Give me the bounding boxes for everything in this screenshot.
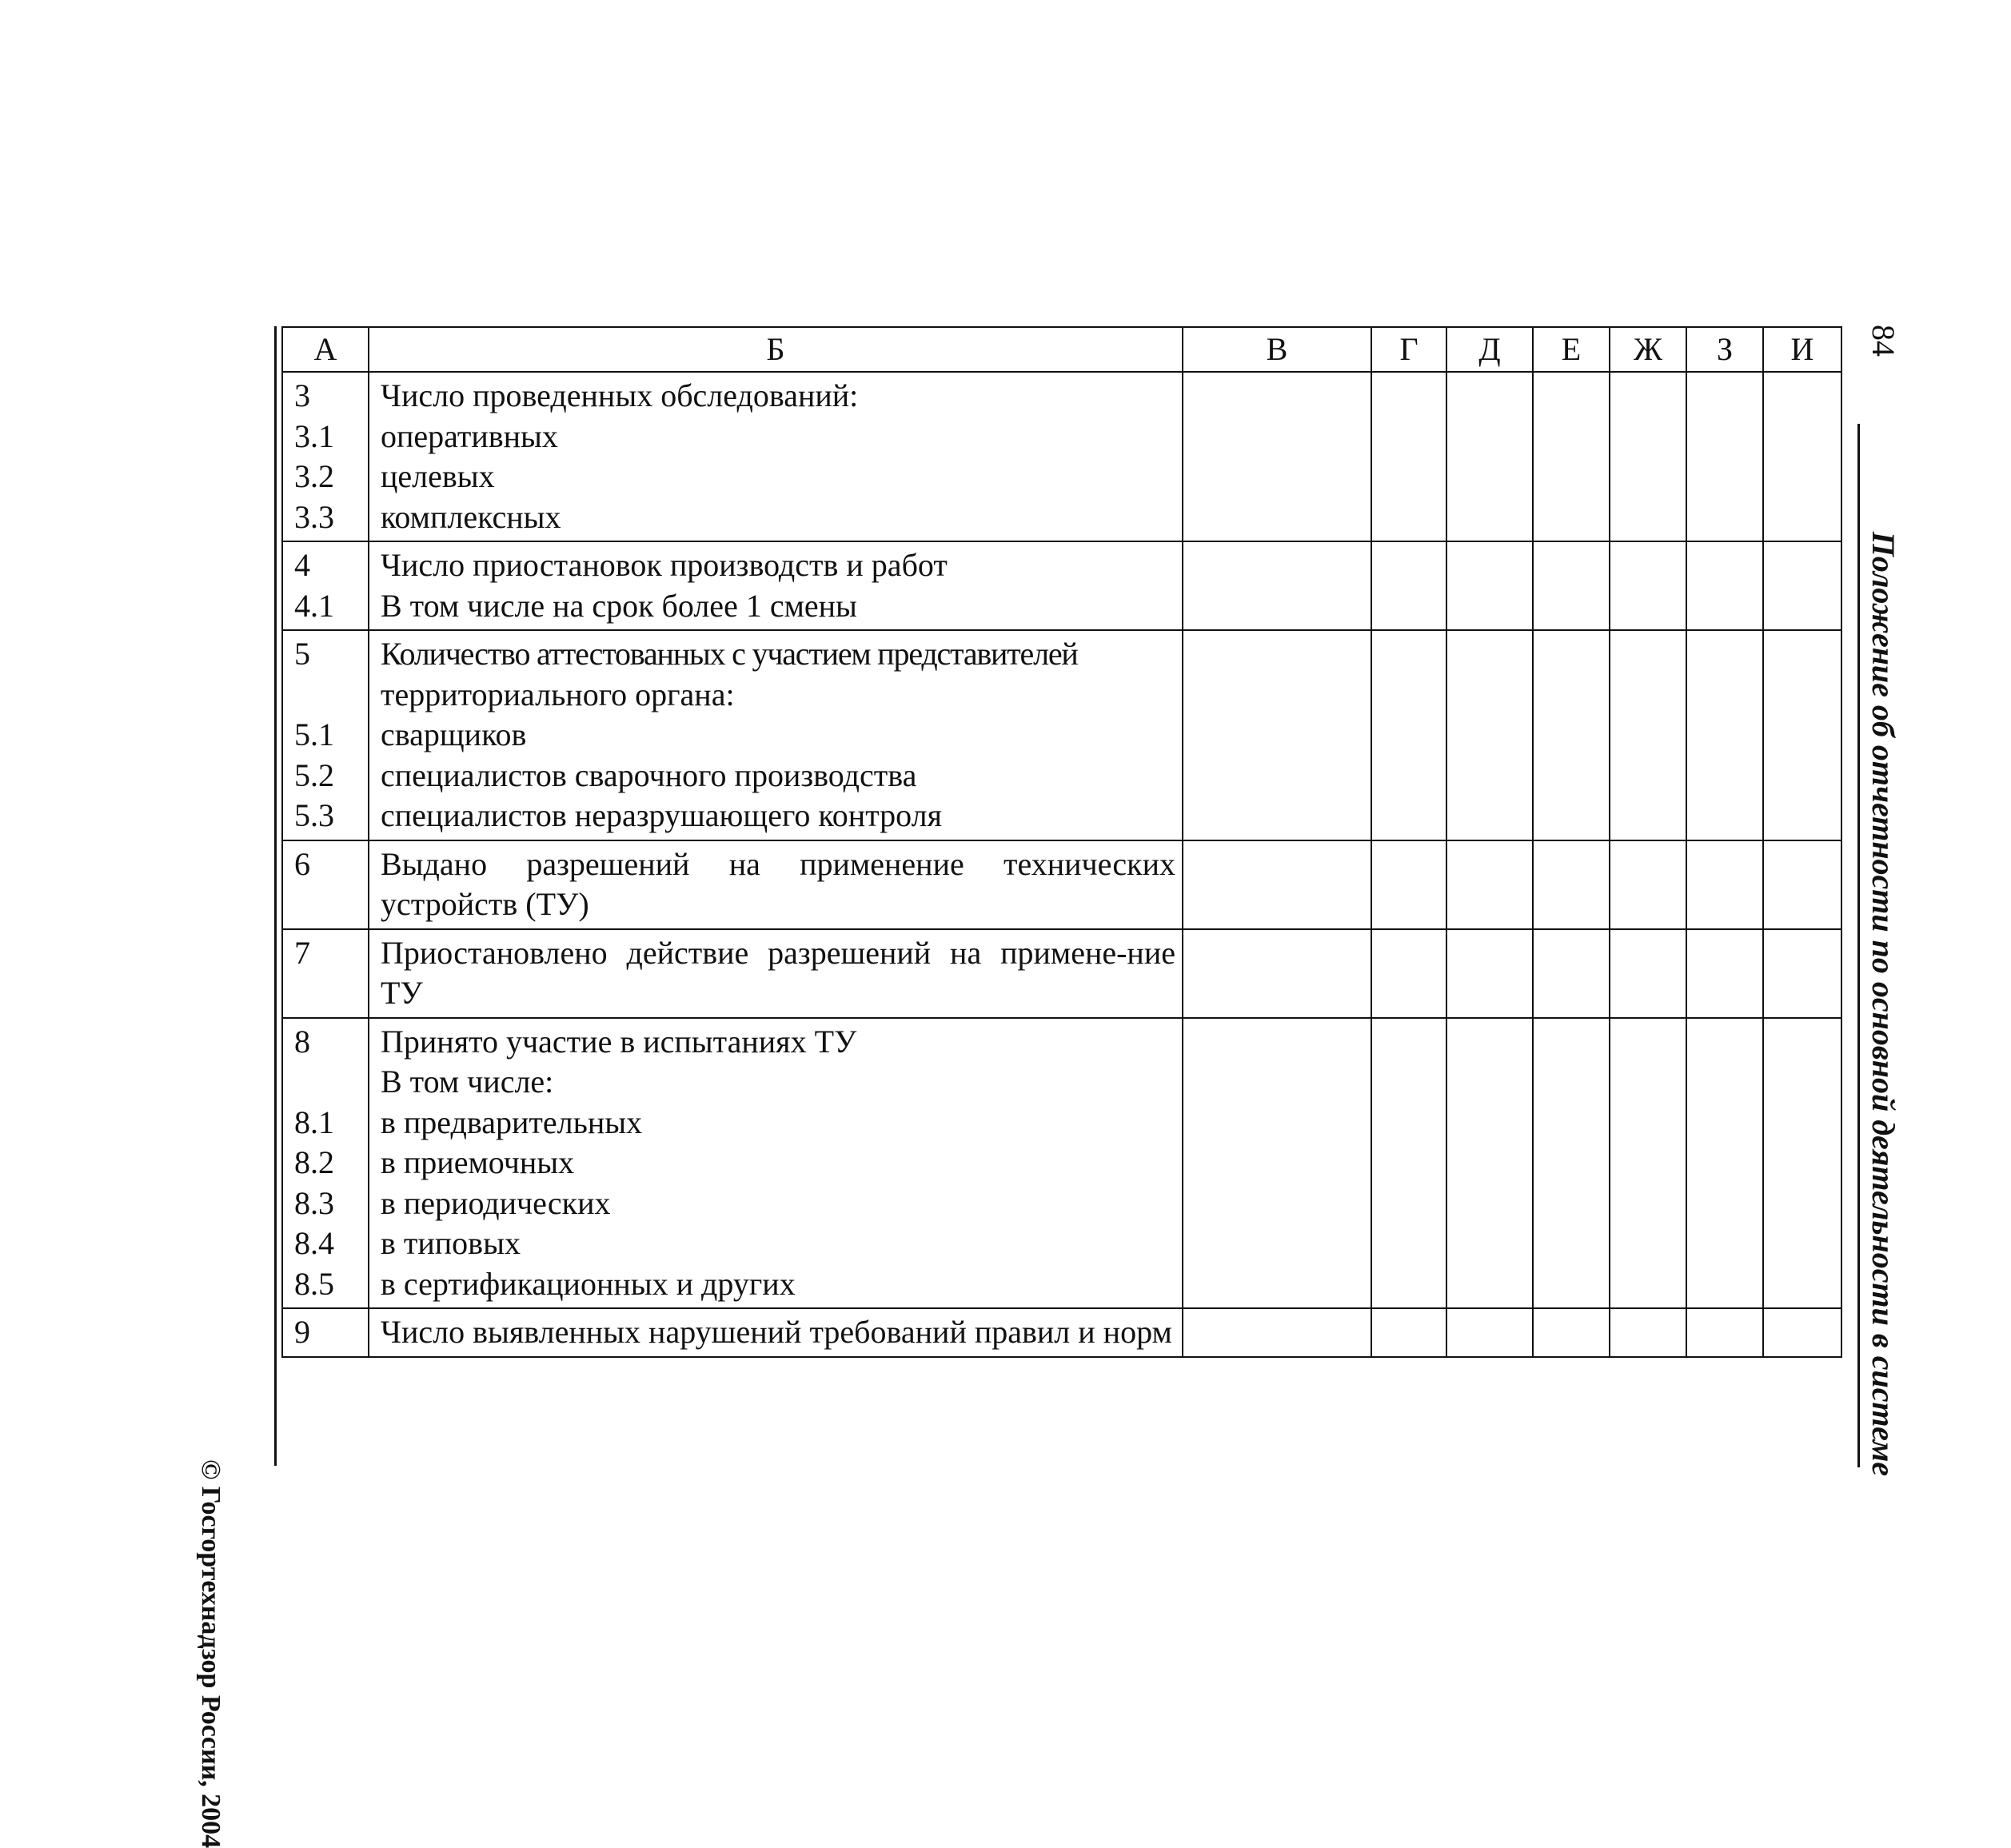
empty-cell — [1686, 840, 1763, 929]
empty-cell — [1610, 840, 1686, 929]
row-number: 5 — [294, 636, 310, 672]
row-description: специалистов неразрушающего контроля — [381, 797, 942, 833]
row-number: 3.3 — [294, 498, 334, 535]
empty-cell — [1610, 1308, 1686, 1357]
empty-cell — [1686, 1308, 1763, 1357]
report-table — [281, 326, 1842, 1358]
table-row — [282, 1018, 1841, 1309]
empty-cell — [1183, 372, 1371, 541]
column-header-z: З — [1686, 327, 1763, 372]
row-number-cell — [282, 541, 369, 630]
empty-cell — [1371, 630, 1446, 840]
row-description-cell — [369, 541, 1183, 630]
running-header — [1811, 325, 1901, 1476]
table-row — [282, 630, 1841, 840]
row-description: Выдано разрешений на применение технических устройств (ТУ) — [381, 845, 1175, 922]
row-number: 8.3 — [294, 1184, 334, 1221]
empty-cell — [1371, 1018, 1446, 1309]
row-description-cell — [369, 372, 1183, 541]
column-header-zh: Ж — [1610, 327, 1686, 372]
table-row — [282, 840, 1841, 929]
empty-cell — [1533, 541, 1610, 630]
empty-cell — [1446, 1018, 1533, 1309]
row-description-cell — [369, 1018, 1183, 1309]
row-number: 8 — [294, 1023, 310, 1060]
empty-cell — [1371, 541, 1446, 630]
empty-cell — [1371, 1308, 1446, 1357]
column-header-e: Е — [1533, 327, 1610, 372]
empty-cell — [1686, 929, 1763, 1018]
row-number: 3.1 — [294, 417, 334, 454]
row-number-cell — [282, 630, 369, 840]
row-number-cell — [282, 1308, 369, 1357]
row-description: оперативных — [381, 417, 558, 454]
row-number: 3.2 — [294, 458, 334, 494]
empty-cell — [1446, 1308, 1533, 1357]
row-number — [294, 675, 368, 716]
empty-cell — [1610, 1018, 1686, 1309]
row-description: в периодических — [381, 1184, 611, 1221]
row-number: 9 — [294, 1314, 310, 1350]
table-row — [282, 1308, 1841, 1357]
column-header-b: Б — [369, 327, 1183, 372]
empty-cell — [1446, 929, 1533, 1018]
column-header-d: Д — [1446, 327, 1533, 372]
empty-cell — [1183, 630, 1371, 840]
row-number: 4.1 — [294, 587, 334, 624]
empty-cell — [1533, 929, 1610, 1018]
empty-cell — [1686, 372, 1763, 541]
table-row — [282, 372, 1841, 541]
row-description-cell — [369, 1308, 1183, 1357]
row-number: 5.3 — [294, 797, 334, 833]
empty-cell — [1610, 541, 1686, 630]
row-description: территориального органа: — [381, 676, 735, 712]
empty-cell — [1446, 840, 1533, 929]
column-header-g: Г — [1371, 327, 1446, 372]
empty-cell — [1183, 929, 1371, 1018]
row-number: 4 — [294, 547, 310, 583]
running-title: Положение об отчетности по основной деятельности в системе — [1865, 531, 1901, 1476]
row-description: комплексных — [381, 498, 561, 535]
row-description: специалистов сварочного производства — [381, 756, 917, 793]
row-description-cell — [369, 929, 1183, 1018]
row-number-cell — [282, 1018, 369, 1309]
row-description: Число проведенных обследований: — [381, 377, 859, 413]
empty-cell — [1183, 541, 1371, 630]
row-description: в сертификационных и других — [381, 1265, 796, 1302]
row-number-cell — [282, 372, 369, 541]
row-number-cell — [282, 929, 369, 1018]
column-header-a: А — [282, 327, 369, 372]
row-number: 8.2 — [294, 1144, 334, 1180]
column-header-v: В — [1183, 327, 1371, 372]
row-description-cell — [369, 840, 1183, 929]
empty-cell — [1533, 1018, 1610, 1309]
row-number: 8.1 — [294, 1104, 334, 1140]
empty-cell — [1183, 840, 1371, 929]
empty-cell — [1183, 1308, 1371, 1357]
row-description: Количество аттестованных с участием представителей — [381, 636, 1078, 672]
table-row — [282, 929, 1841, 1018]
empty-cell — [1446, 372, 1533, 541]
row-description: Приостановлено действие разрешений на примене-ние ТУ — [381, 934, 1175, 1011]
empty-cell — [1610, 372, 1686, 541]
row-description: целевых — [381, 458, 495, 494]
empty-cell — [1371, 372, 1446, 541]
column-header-i: И — [1763, 327, 1841, 372]
row-number-cell — [282, 840, 369, 929]
empty-cell — [1446, 630, 1533, 840]
empty-cell — [1686, 541, 1763, 630]
empty-cell — [1533, 1308, 1610, 1357]
row-description: Число приостановок производств и работ — [381, 547, 948, 583]
page-number: 84 — [1865, 325, 1901, 357]
table-header-row — [282, 327, 1841, 372]
row-number: 3 — [294, 377, 310, 413]
empty-cell — [1686, 630, 1763, 840]
table-row — [282, 541, 1841, 630]
row-number: 5.1 — [294, 716, 334, 752]
footer-rotated — [186, 1459, 225, 1848]
row-description: в предварительных — [381, 1104, 643, 1140]
row-description-cell — [369, 630, 1183, 840]
row-number: 7 — [294, 934, 310, 971]
row-number: 8.4 — [294, 1225, 334, 1261]
empty-cell — [1533, 372, 1610, 541]
empty-cell — [1610, 929, 1686, 1018]
copyright-text: © Госгортехнадзор России, 2004 — [196, 1459, 225, 1848]
row-number: 6 — [294, 845, 310, 882]
empty-cell — [1686, 1018, 1763, 1309]
row-description: В том числе: — [381, 1064, 554, 1100]
empty-cell — [1371, 840, 1446, 929]
row-description: Число выявленных нарушений требований правил и норм — [381, 1314, 1172, 1350]
row-description: в типовых — [381, 1225, 521, 1261]
row-number — [294, 1062, 368, 1103]
row-description: в приемочных — [381, 1144, 575, 1180]
row-number: 8.5 — [294, 1265, 334, 1302]
empty-cell — [1371, 929, 1446, 1018]
empty-cell — [1446, 541, 1533, 630]
row-description: В том числе на срок более 1 смены — [381, 587, 857, 624]
empty-cell — [1533, 630, 1610, 840]
row-description: сварщиков — [381, 716, 527, 752]
row-description: Принято участие в испытаниях ТУ — [381, 1023, 857, 1060]
left-margin-rule — [274, 326, 277, 1466]
empty-cell — [1610, 630, 1686, 840]
row-number: 5.2 — [294, 756, 334, 793]
empty-cell — [1183, 1018, 1371, 1309]
empty-cell — [1533, 840, 1610, 929]
